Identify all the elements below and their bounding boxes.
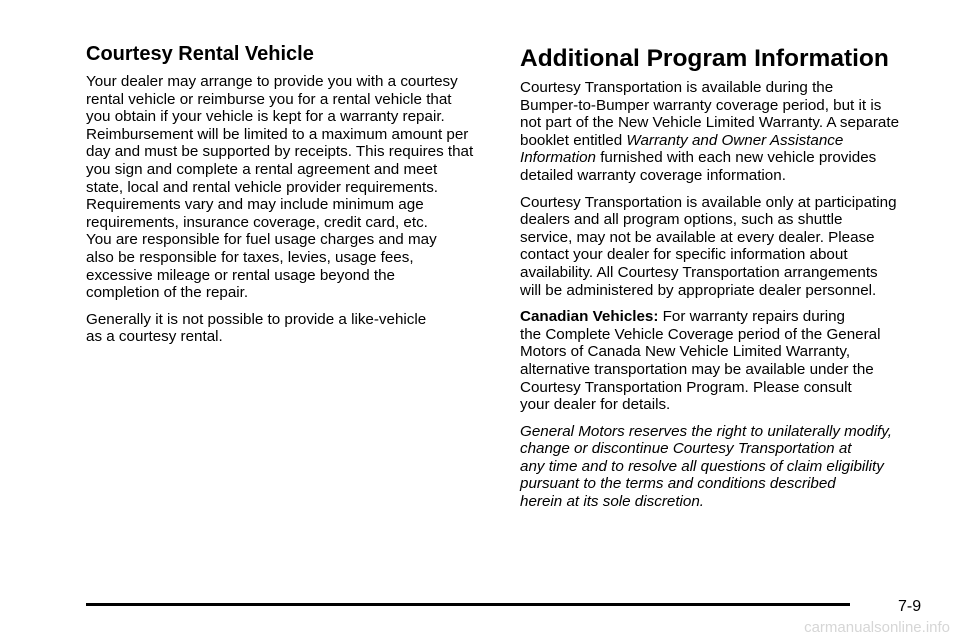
text-line: excessive mileage or rental usage beyond the (86, 266, 396, 284)
text-line (520, 308, 928, 326)
text-line: you obtain if your vehicle is kept for a warranty repair. (86, 108, 445, 126)
text-fragment: furnished with each new vehicle provides (595, 149, 877, 167)
text-line: Courtesy Transportation Program. Please consult (520, 378, 852, 396)
booklet-title: Warranty and Owner Assistance (626, 131, 844, 149)
text-line: rental vehicle or reimburse you for a rental vehicle that (86, 90, 452, 108)
text-line: also be responsible for taxes, levies, usage fees, (86, 248, 414, 266)
text-line (520, 132, 928, 150)
text-line: detailed warranty coverage information. (520, 166, 786, 184)
text-line: service, may not be available at every dealer. Please (520, 228, 875, 246)
text-line: any time and to resolve all questions of claim eligibility (520, 457, 884, 475)
text-line: requirements, insurance coverage, credit card, etc. (86, 213, 428, 231)
text-line: Your dealer may arrange to provide you with a courtesy (86, 73, 458, 90)
text-line: Requirements vary and may include minimum age (86, 196, 424, 214)
paragraph-like-vehicle (86, 311, 496, 346)
footer-rule (86, 603, 850, 606)
booklet-title: Information (520, 149, 596, 167)
text-line: alternative transportation may be available under the (520, 360, 874, 378)
text-line: will be administered by appropriate dealer personnel. (520, 281, 877, 299)
text-line: dealers and all program options, such as shuttle (520, 211, 843, 229)
text-line: as a courtesy rental. (86, 328, 223, 346)
text-line: change or discontinue Courtesy Transportation at (520, 440, 852, 458)
text-line: the Complete Vehicle Coverage period of the General (520, 325, 881, 343)
text-line: Courtesy Transportation is available only at participating (520, 193, 897, 211)
text-line: General Motors reserves the right to unilaterally modify, (520, 422, 892, 440)
text-line: contact your dealer for specific information about (520, 246, 848, 264)
text-line: state, local and rental vehicle provider requirements. (86, 178, 439, 196)
section-heading-courtesy-rental: Courtesy Rental Vehicle (86, 43, 314, 65)
canadian-vehicles-label: Canadian Vehicles: (520, 308, 659, 326)
text-line: Courtesy Transportation is available during the (520, 79, 834, 96)
paragraph-participating-dealers (520, 194, 928, 300)
section-heading-additional-program: Additional Program Information (520, 45, 889, 72)
paragraph-availability-period (520, 79, 928, 185)
text-line: availability. All Courtesy Transportation arrangements (520, 263, 878, 281)
text-line: Reimbursement will be limited to a maximum amount per (86, 125, 469, 143)
watermark: carmanualsonline.info (804, 619, 950, 636)
text-fragment: For warranty repairs during (658, 308, 845, 326)
text-line: herein at its sole discretion. (520, 493, 705, 511)
text-line: Bumper-to-Bumper warranty coverage period, but it is (520, 96, 882, 114)
disclaimer-paragraph (520, 423, 928, 511)
text-line: you sign and complete a rental agreement and meet (86, 160, 438, 178)
text-line: Motors of Canada New Vehicle Limited Warranty, (520, 343, 851, 361)
page-number: 7-9 (898, 598, 922, 615)
paragraph-courtesy-rental (86, 73, 496, 302)
text-line: completion of the repair. (86, 284, 249, 302)
text-fragment: booklet entitled (520, 131, 627, 149)
text-line: not part of the New Vehicle Limited Warranty. A separate (520, 114, 900, 132)
text-line: your dealer for details. (520, 396, 671, 414)
text-line: pursuant to the terms and conditions described (520, 475, 836, 493)
right-column (520, 42, 928, 520)
text-line (520, 149, 928, 167)
text-line: day and must be supported by receipts. This requires that (86, 143, 474, 161)
text-line: You are responsible for fuel usage charges and may (86, 231, 437, 249)
left-column (86, 42, 496, 355)
paragraph-canadian-vehicles (520, 308, 928, 414)
text-line: Generally it is not possible to provide a like-vehicle (86, 310, 427, 328)
